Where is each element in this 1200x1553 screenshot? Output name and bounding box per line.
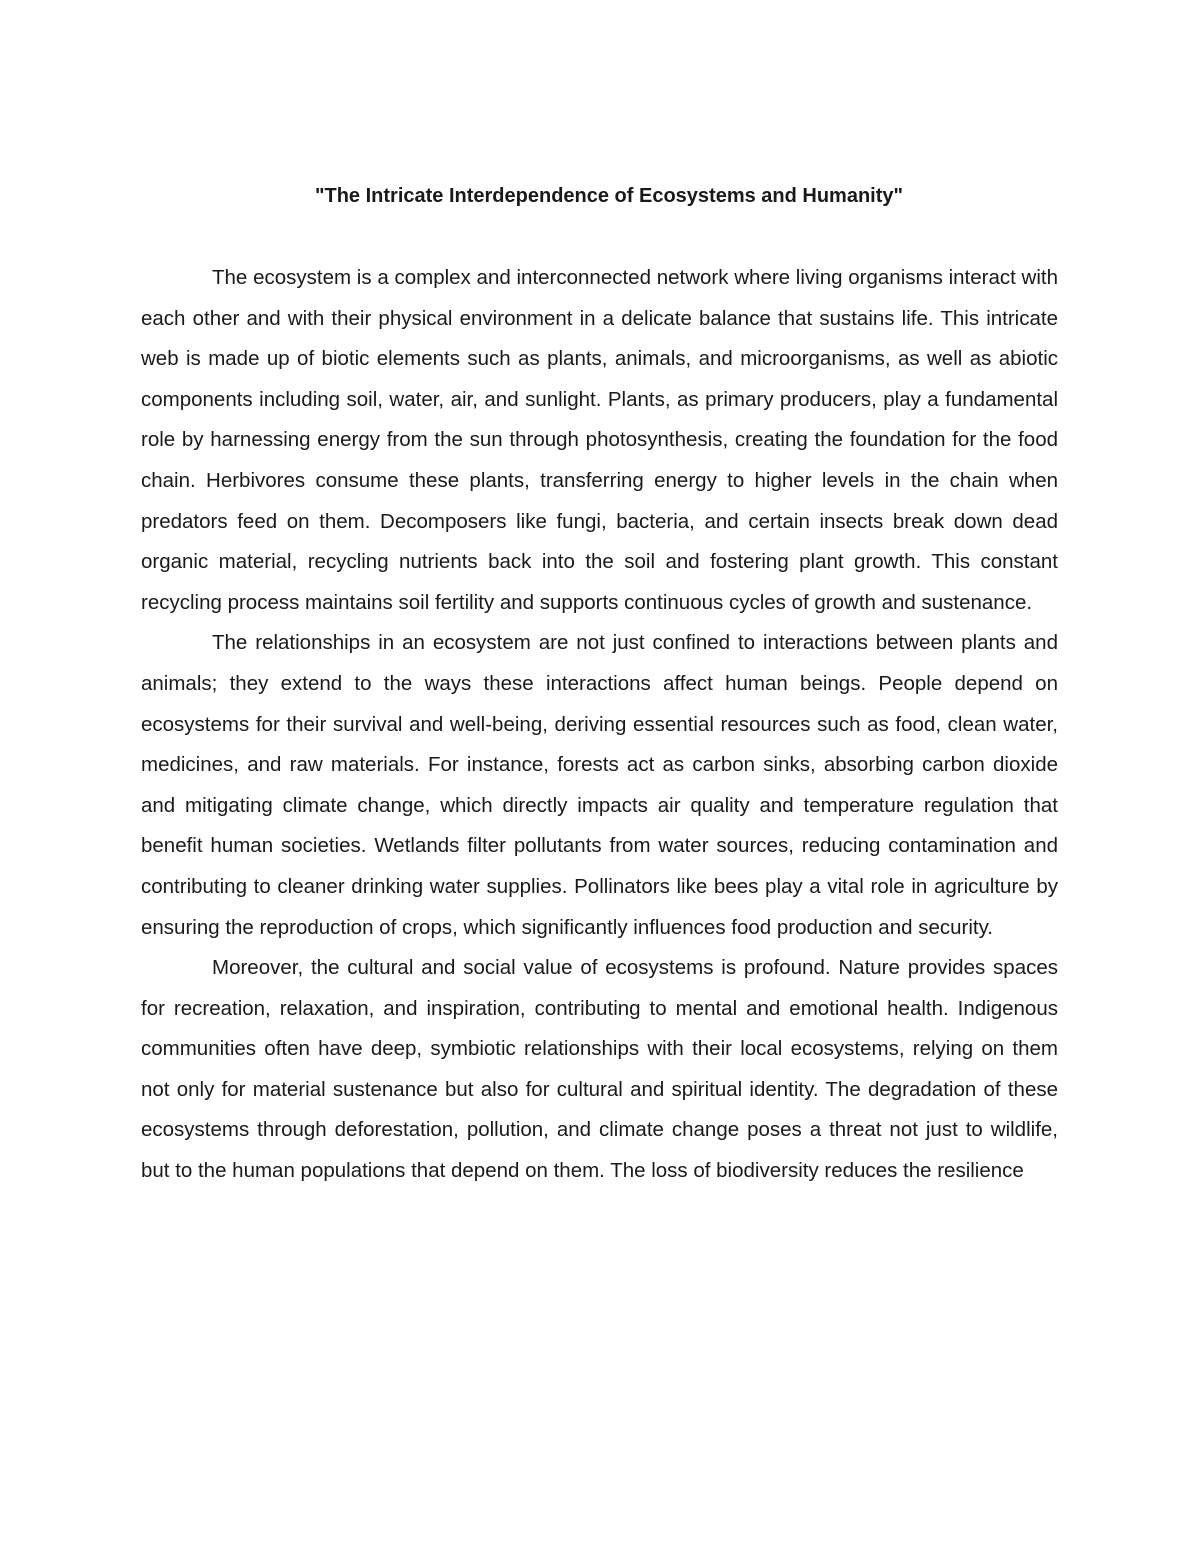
paragraph-3: Moreover, the cultural and social value of ecosystems is profound. Nature provides spaces for recreation, relaxation, and inspiration, contributing to mental and emotional health. Indigenous communities often have deep, symbiotic relationships with their local ecosystems, relying on them not only for material sustenance but also for cultural and spiritual identity. The degradation of these ecosystems through deforestation, pollution, and climate change poses a threat not just to wildlife, but to the human populations that depend on them. The loss of biodiversity reduces the resilience <box>141 956 1058 1183</box>
document-title: "The Intricate Interdependence of Ecosystems and Humanity" <box>315 185 903 207</box>
document-body <box>141 258 1058 1192</box>
paragraph-1: The ecosystem is a complex and interconnected network where living organisms interact with each other and with their physical environment in a delicate balance that sustains life. This intricate web is made up of biotic elements such as plants, animals, and microorganisms, as well as abiotic components including soil, water, air, and sunlight. Plants, as primary producers, play a fundamental role by harnessing energy from the sun through photosynthesis, creating the foundation for the food chain. Herbivores consume these plants, transferring energy to higher levels in the chain when predators feed on them. Decomposers like fungi, bacteria, and certain insects break down dead organic material, recycling nutrients back into the soil and fostering plant growth. This constant recycling process maintains soil fertility and supports continuous cycles of growth and sustenance. <box>141 266 1058 614</box>
paragraph-2: The relationships in an ecosystem are not just confined to interactions between plants and animals; they extend to the ways these interactions affect human beings. People depend on ecosystems for their survival and well-being, deriving essential resources such as food, clean water, medicines, and raw materials. For instance, forests act as carbon sinks, absorbing carbon dioxide and mitigating climate change, which directly impacts air quality and temperature regulation that benefit human societies. Wetlands filter pollutants from water sources, reducing contamination and contributing to cleaner drinking water supplies. Pollinators like bees play a vital role in agriculture by ensuring the reproduction of crops, which significantly influences food production and security. <box>141 631 1058 939</box>
